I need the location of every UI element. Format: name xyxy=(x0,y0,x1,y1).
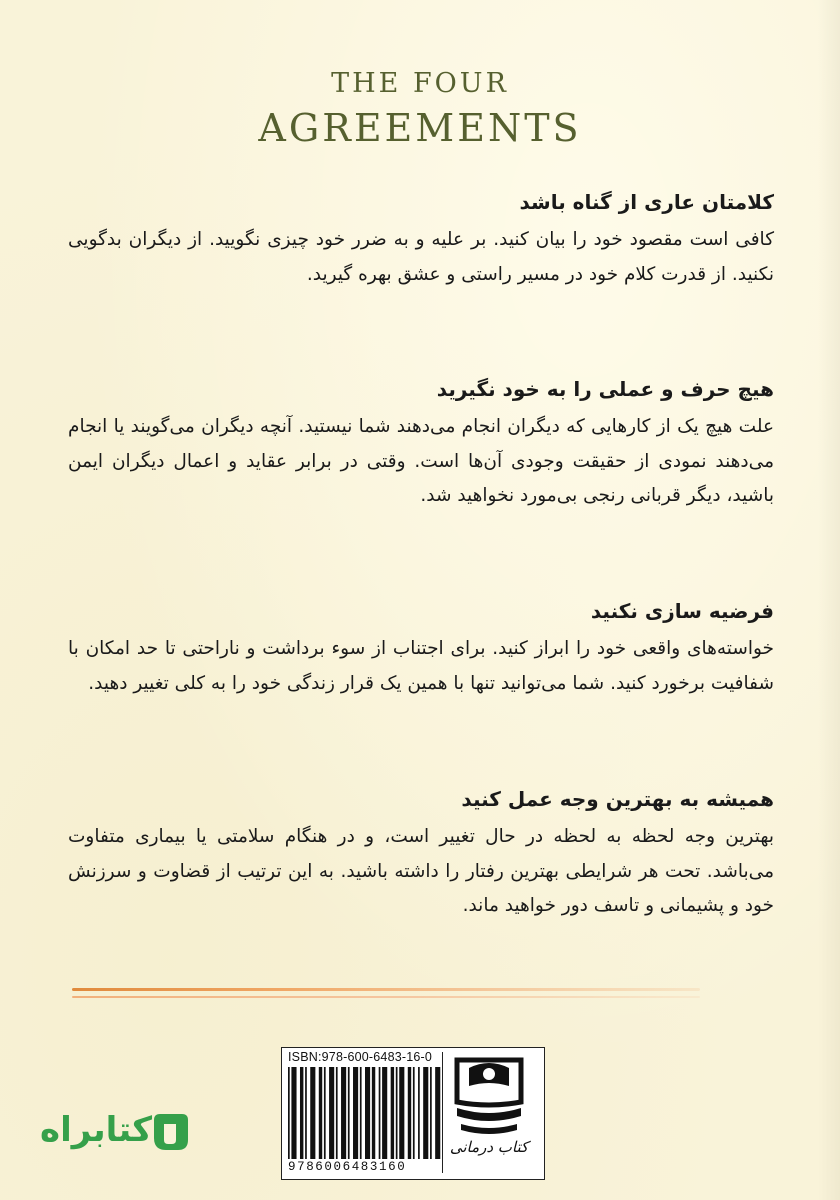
title-line-1: THE FOUR xyxy=(331,68,509,99)
barcode-digits: 9786006483160 xyxy=(288,1160,407,1174)
agreement-heading: همیشه به بهترین وجه عمل کنید xyxy=(461,787,774,811)
agreement-body: خواسته‌های واقعی خود را ابراز کنید. برای اجتناب از سوء برداشت و ناراحتی تا حد امکان با شفافیت برخورد کنید. شما می‌توانید تنها با همین یک قرار زندگی خود را به کلی تغییر دهید. xyxy=(68,638,774,694)
decorative-divider xyxy=(72,996,700,998)
barcode-panel xyxy=(281,1047,545,1180)
barcode xyxy=(288,1067,442,1159)
agreement-heading: هیچ حرف و عملی را به خود نگیرید xyxy=(436,377,774,401)
isbn-label: ISBN:978-600-6483-16-0 xyxy=(288,1050,433,1064)
agreement-heading: فرضیه سازی نکنید xyxy=(590,599,774,623)
title-line-2: AGREEMENTS xyxy=(258,106,582,150)
agreement-2 xyxy=(68,372,774,514)
agreement-heading: کلامتان عاری از گناه باشد xyxy=(519,190,774,214)
agreement-3 xyxy=(68,594,774,701)
agreement-body: بهترین وجه لحظه به لحظه در حال تغییر است، و در هنگام سلامتی یا بیماری متفاوت می‌باشد. تحت هر شرایطی بهترین رفتار را داشته باشید. به این ترتیب از قضاوت و سرزنش خود و پشیمانی و تاسف دور خواهید ماند. xyxy=(68,826,774,916)
publisher-logo xyxy=(442,1052,535,1173)
store-logo-text: کتابراه xyxy=(40,1110,153,1150)
agreement-body: کافی است مقصود خود را بیان کنید. بر علیه و به ضرر خود چیزی نگویید. از دیگران بدگویی نکنید. از قدرت کلام خود در مسیر راستی و عشق بهره گیرید. xyxy=(68,229,774,285)
agreement-body: علت هیچ یک از کارهایی که دیگران انجام می‌دهند شما نیستید. آنچه دیگران می‌گویند یا انجام می‌دهند نمودی از حقیقت وجودی آن‌ها است. وقتی در برابر عقاید و اعمال دیگران ایمن باشید، دیگر قربانی رنجی بی‌مورد نخواهید شد. xyxy=(68,416,774,506)
publisher-name: کتاب درمانی xyxy=(449,1138,529,1156)
agreement-4 xyxy=(68,782,774,924)
bookmark-icon xyxy=(148,1110,192,1154)
agreement-1 xyxy=(68,185,774,292)
decorative-divider xyxy=(72,988,700,991)
page-edge-shadow xyxy=(818,0,840,1200)
